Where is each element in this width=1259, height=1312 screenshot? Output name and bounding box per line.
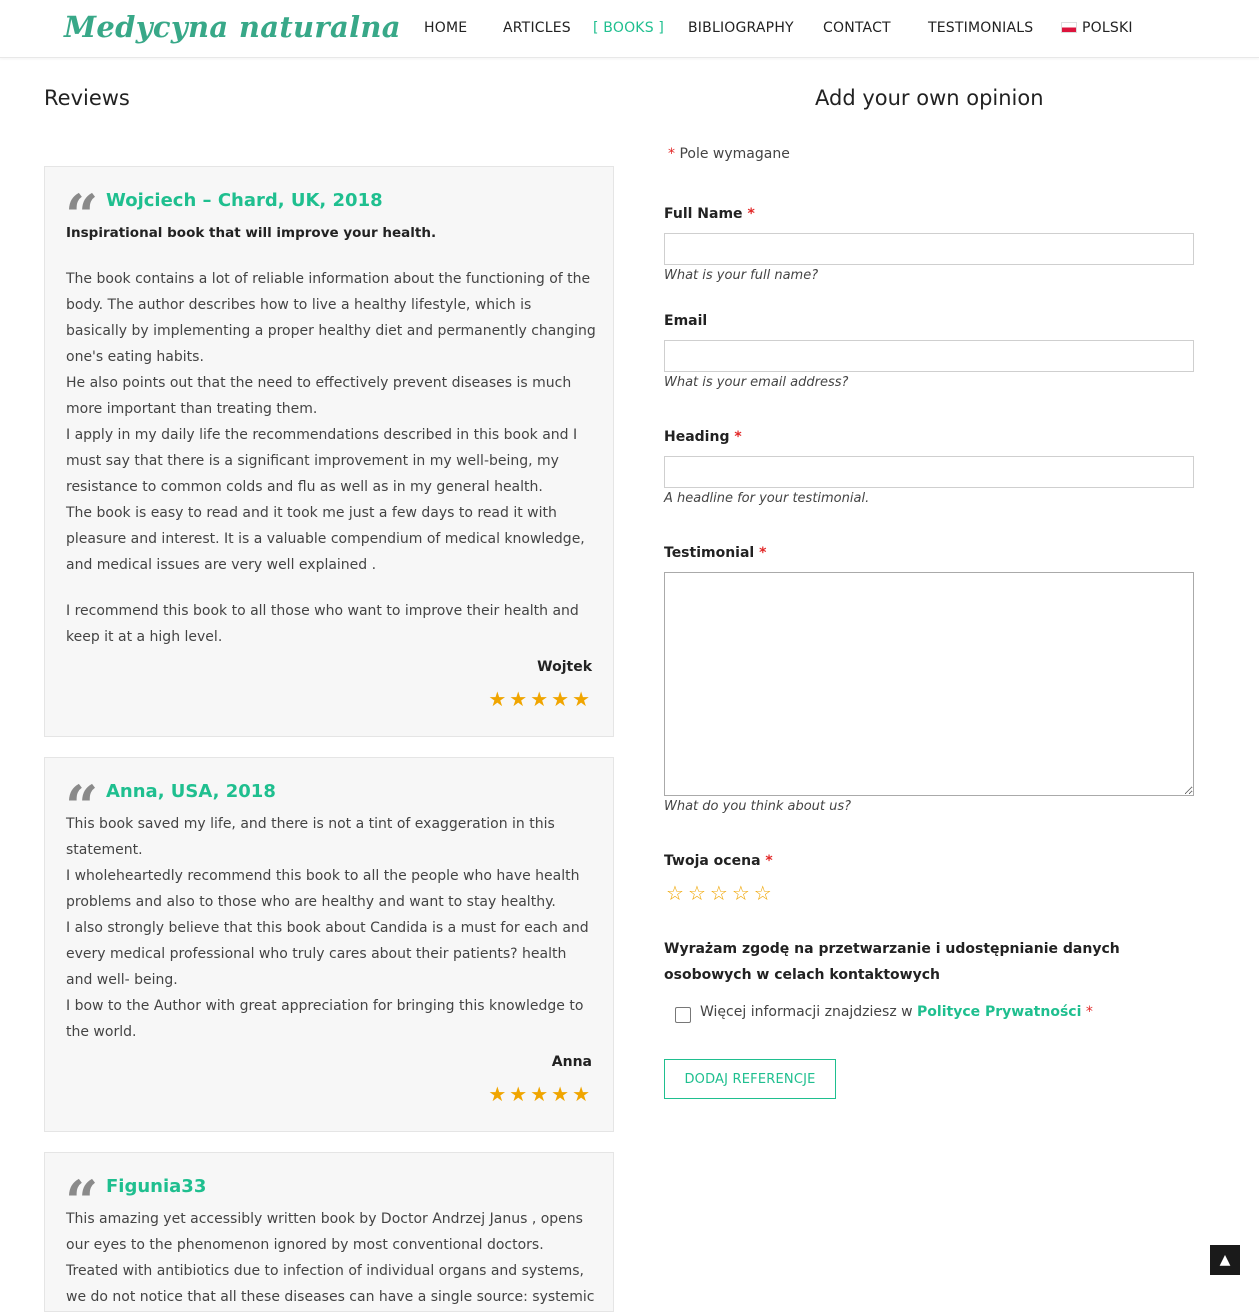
review-author: Anna <box>551 1054 592 1070</box>
review-rating <box>488 687 593 711</box>
nav-item-bibliography[interactable]: BIBLIOGRAPHY <box>688 20 794 36</box>
review-body <box>66 1206 596 1310</box>
heading-hint: A headline for your testimonial. <box>664 491 870 506</box>
required-mark: * <box>668 146 675 162</box>
privacy-prefix: Więcej informacji znajdziesz w <box>700 1004 913 1020</box>
email-label-text: Email <box>664 313 708 329</box>
form-title: Add your own opinion <box>815 86 1044 110</box>
nav-item-contact[interactable]: CONTACT <box>823 20 891 36</box>
testimonial-label-text: Testimonial <box>664 545 755 561</box>
heading-label-text: Heading <box>664 429 730 445</box>
privacy-policy-link[interactable]: Polityce Prywatności <box>917 1004 1082 1020</box>
star-outline-icon[interactable]: ☆ <box>753 881 776 905</box>
star-icon: ★ <box>530 687 552 711</box>
full-name-label <box>664 206 755 222</box>
testimonial-hint: What do you think about us? <box>664 799 852 814</box>
required-note-text: Pole wymagane <box>679 146 790 162</box>
review-paragraph: I wholeheartedly recommend this book to all the people who have health problems and also to those who are healthy and want to stay healthy. <box>66 868 580 910</box>
quote-icon: “ <box>65 182 99 250</box>
review-rating <box>488 1082 593 1106</box>
star-icon: ★ <box>488 1082 510 1106</box>
full-name-input[interactable] <box>664 233 1194 265</box>
polish-flag-icon <box>1061 22 1077 33</box>
consent-checkbox[interactable] <box>675 1007 691 1023</box>
review-body <box>66 266 596 650</box>
nav-item-language[interactable] <box>1061 20 1133 36</box>
testimonial-label <box>664 545 766 561</box>
review-title: Wojciech – Chard, UK, 2018 <box>106 190 383 211</box>
review-author: Wojtek <box>537 659 592 675</box>
star-icon: ★ <box>572 687 593 711</box>
star-icon: ★ <box>530 1082 552 1106</box>
nav-item-books[interactable]: [ BOOKS ] <box>593 20 665 36</box>
full-name-label-text: Full Name <box>664 206 743 222</box>
rating-label <box>664 853 773 869</box>
email-label <box>664 313 707 329</box>
nav-item-home[interactable]: HOME <box>424 20 468 36</box>
review-paragraph: This book saved my life, and there is not a tint of exaggeration in this statement. <box>66 816 555 858</box>
star-outline-icon[interactable]: ☆ <box>709 881 732 905</box>
full-name-hint: What is your full name? <box>664 268 819 283</box>
required-mark: * <box>734 429 742 445</box>
star-icon: ★ <box>488 687 510 711</box>
privacy-info <box>700 1004 1093 1020</box>
review-body <box>66 811 596 1045</box>
chevron-up-icon: ▲ <box>1219 1252 1231 1268</box>
testimonial-textarea[interactable] <box>664 572 1194 796</box>
required-mark: * <box>747 206 755 222</box>
email-input[interactable] <box>664 340 1194 372</box>
required-note <box>668 146 790 162</box>
rating-input <box>666 881 776 905</box>
star-outline-icon[interactable]: ☆ <box>666 881 688 905</box>
scroll-top-button[interactable] <box>1210 1245 1240 1275</box>
star-icon: ★ <box>551 1082 573 1106</box>
review-paragraph: This amazing yet accessibly written book by Doctor Andrzej Janus , opens our eyes to the phenomenon ignored by most conventional doctors. <box>66 1211 583 1253</box>
review-paragraph: I apply in my daily life the recommendations described in this book and I must say that there is a significant improvement in my well-being, my resistance to common colds and flu as well as in my general health. <box>66 427 578 495</box>
review-title: Anna, USA, 2018 <box>106 781 276 802</box>
nav-item-articles[interactable]: ARTICLES <box>503 20 571 36</box>
heading-label <box>664 429 742 445</box>
review-paragraph: The book is easy to read and it took me just a few days to read it with pleasure and interest. It is a valuable compendium of medical knowledge, and medical issues are very well explained . <box>66 505 585 573</box>
review-paragraph: Treated with antibiotics due to infection of individual organs and systems, we do not notice that all these diseases can have a single source: systemic <box>66 1263 595 1305</box>
star-outline-icon[interactable]: ☆ <box>687 881 710 905</box>
reviews-title: Reviews <box>44 86 130 110</box>
review-title: Figunia33 <box>106 1176 207 1197</box>
review-paragraph: I bow to the Author with great appreciation for bringing this knowledge to the world. <box>66 998 584 1040</box>
nav-item-testimonials[interactable]: TESTIMONIALS <box>928 20 1034 36</box>
review-paragraph: He also points out that the need to effectively prevent diseases is much more important than treating them. <box>66 375 572 417</box>
required-mark: * <box>765 853 773 869</box>
review-paragraph: I also strongly believe that this book about Candida is a must for each and every medical professional who truly cares about their patients? health and well- being. <box>66 920 589 988</box>
review-card <box>44 757 614 1132</box>
review-card <box>44 1152 614 1312</box>
review-paragraph: I recommend this book to all those who want to improve their health and keep it at a high level. <box>66 603 579 645</box>
heading-input[interactable] <box>664 456 1194 488</box>
required-mark: * <box>1085 1004 1093 1020</box>
star-icon: ★ <box>509 687 531 711</box>
star-icon: ★ <box>509 1082 531 1106</box>
star-icon: ★ <box>572 1082 593 1106</box>
star-outline-icon[interactable]: ☆ <box>731 881 754 905</box>
site-logo[interactable]: Medycyna naturalna <box>64 10 401 44</box>
review-paragraph: The book contains a lot of reliable information about the functioning of the body. The author describes how to live a healthy lifestyle, which is basically by implementing a proper healthy diet and permanently changing one's eating habits. <box>66 271 596 365</box>
language-label: POLSKI <box>1082 20 1133 36</box>
consent-text: Wyrażam zgodę na przetwarzanie i udostępnianie danych osobowych w celach kontaktowych <box>664 941 1120 983</box>
review-heading: Inspirational book that will improve your health. <box>66 225 437 241</box>
quote-icon: “ <box>65 1168 99 1236</box>
submit-button[interactable]: DODAJ REFERENCJE <box>664 1059 836 1099</box>
rating-label-text: Twoja ocena <box>664 853 761 869</box>
site-header <box>0 0 1259 58</box>
quote-icon: “ <box>65 773 99 841</box>
email-hint: What is your email address? <box>664 375 849 390</box>
required-mark: * <box>759 545 767 561</box>
star-icon: ★ <box>551 687 573 711</box>
review-card <box>44 166 614 737</box>
